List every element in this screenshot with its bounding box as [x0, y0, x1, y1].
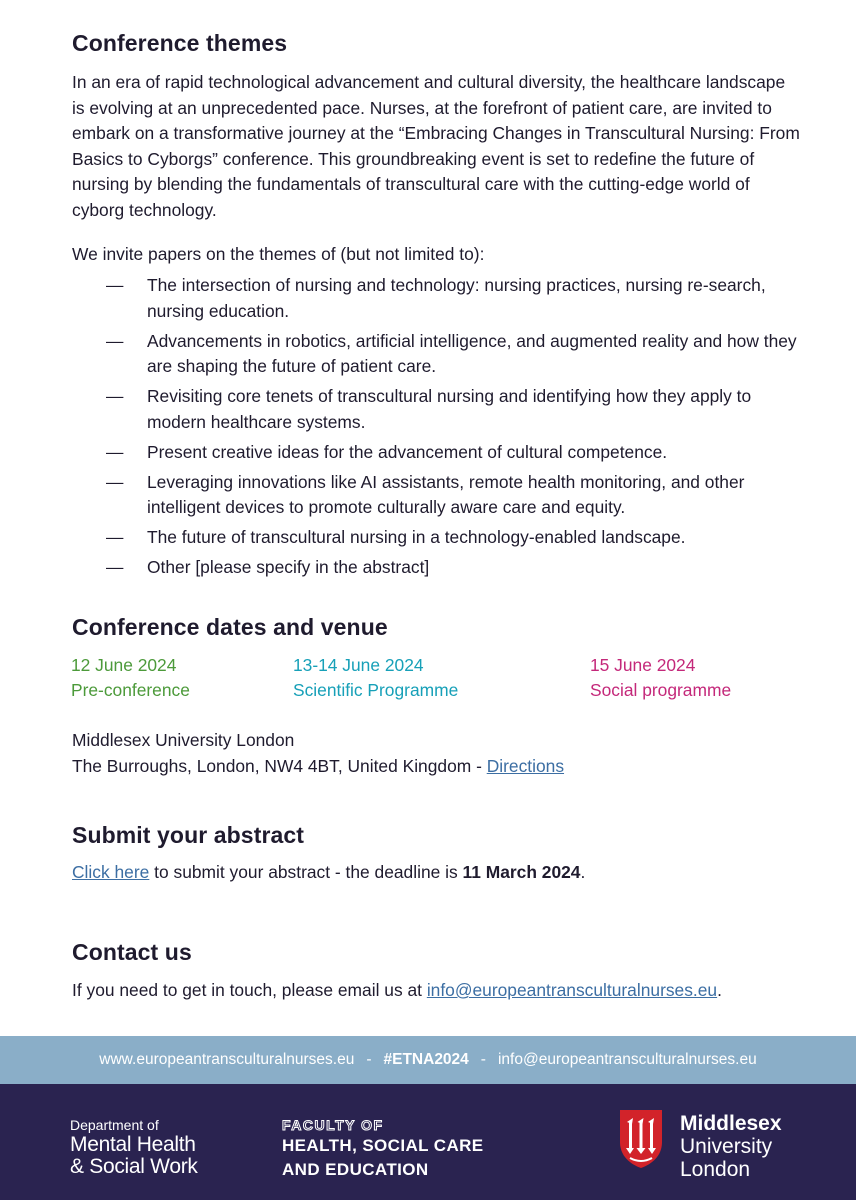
faculty-logo: [282, 1116, 484, 1182]
theme-text: Other [please specify in the abstract]: [147, 557, 430, 577]
submit-abstract-heading: Submit your abstract: [72, 822, 305, 848]
scientific-programme-date-value: 13-14 June 2024: [293, 655, 424, 675]
contact-prefix: If you need to get in touch, please email us at: [72, 980, 427, 1000]
theme-text: The intersection of nursing and technology: nursing practices, nursing re-search, nursing education.: [147, 275, 766, 321]
contact-text: [72, 980, 722, 1001]
directions-link[interactable]: Directions: [486, 756, 565, 776]
middlesex-crest-icon: [618, 1108, 664, 1170]
themes-intro-paragraph: In an era of rapid technological advancement and cultural diversity, the healthcare landscape is evolving at an unprecedented pace. Nurses, at the forefront of patient care, are invited to embark on a transformative journey at the “Embracing Changes in Transcultural Nursing: From Basics to Cyborgs” conference. This groundbreaking event is set to redefine the future of nursing by blending the fundamentals of transcultural care with the cutting-edge world of cyborg technology.: [72, 72, 800, 220]
submit-click-here-link[interactable]: Click here: [72, 862, 150, 882]
dash-bullet: —: [106, 527, 124, 547]
venue-name: Middlesex University London: [72, 730, 295, 750]
dash-bullet: —: [106, 330, 124, 351]
mdx-line-2: University: [680, 1135, 773, 1158]
theme-text: Leveraging innovations like AI assistants, remote health monitoring, and other intelligent devices to promote culturally aware care and equity.: [147, 471, 745, 517]
submit-abstract-text: [72, 862, 585, 883]
invite-papers-text: We invite papers on the themes of (but not limited to):: [72, 244, 485, 264]
theme-text: Advancements in robotics, artificial intelligence, and augmented reality and how they are shaping the future of patient care.: [147, 330, 797, 376]
pre-conference-date: [71, 653, 190, 703]
pre-conference-date-value: 12 June 2024: [71, 655, 177, 675]
deadline-date: 11 March 2024: [462, 862, 581, 882]
faculty-line-3: AND EDUCATION: [282, 1160, 429, 1179]
dash-bullet: —: [106, 471, 124, 492]
faculty-line-1: FACULTY OF: [282, 1117, 384, 1133]
dash-bullet: —: [106, 386, 124, 406]
footer-logos: [0, 1084, 856, 1200]
footer-separator: -: [480, 1051, 486, 1068]
department-line-2: Mental Health: [70, 1133, 196, 1156]
mdx-line-3: London: [680, 1158, 751, 1181]
pre-conference-label: Pre-conference: [71, 680, 190, 700]
conference-themes-heading: Conference themes: [72, 30, 288, 56]
scientific-programme-label: Scientific Programme: [293, 680, 459, 700]
department-line-3: & Social Work: [70, 1155, 198, 1178]
dash-bullet: —: [106, 441, 124, 462]
contact-email-link[interactable]: info@europeantransculturalnurses.eu: [426, 980, 718, 1000]
department-line-1: Department of: [70, 1117, 159, 1133]
list-item: [72, 440, 802, 466]
venue-address: The Burroughs, London, NW4 4BT, United Kingdom -: [72, 756, 487, 776]
submit-end: .: [580, 862, 586, 882]
footer-contact-bar: [0, 1036, 856, 1084]
theme-text: Revisiting core tenets of transcultural nursing and identifying how they apply to modern healthcare systems.: [147, 386, 752, 432]
list-item: [72, 555, 802, 581]
list-item: [72, 525, 802, 551]
footer-separator: -: [366, 1051, 372, 1068]
venue-address-line: [72, 753, 564, 779]
dash-bullet: —: [106, 557, 124, 577]
department-logo: [70, 1117, 198, 1178]
submit-text: to submit your abstract - the deadline is: [149, 862, 463, 882]
themes-list: [72, 273, 802, 585]
list-item: [72, 329, 802, 380]
list-item: [72, 273, 802, 324]
social-programme-date: [590, 653, 731, 703]
faculty-line-2: HEALTH, SOCIAL CARE: [282, 1136, 484, 1155]
footer-email-link[interactable]: info@europeantransculturalnurses.eu: [497, 1051, 757, 1068]
venue-block: [72, 727, 564, 779]
social-programme-date-value: 15 June 2024: [590, 655, 696, 675]
theme-text: The future of transcultural nursing in a technology-enabled landscape.: [147, 527, 686, 547]
middlesex-university-logo: [680, 1112, 782, 1181]
list-item: [72, 470, 802, 521]
footer-website-link[interactable]: www.europeantransculturalnurses.eu: [99, 1051, 355, 1068]
dash-bullet: —: [106, 275, 124, 295]
scientific-programme-date: [293, 653, 458, 703]
dates-venue-heading: Conference dates and venue: [72, 614, 388, 640]
contact-end: .: [717, 980, 722, 1000]
contact-heading: Contact us: [72, 939, 192, 965]
theme-text: Present creative ideas for the advancement of cultural competence.: [147, 441, 668, 462]
social-programme-label: Social programme: [590, 680, 732, 700]
list-item: [72, 384, 802, 435]
mdx-line-1: Middlesex: [680, 1112, 782, 1135]
footer-hashtag: #ETNA2024: [383, 1051, 469, 1068]
